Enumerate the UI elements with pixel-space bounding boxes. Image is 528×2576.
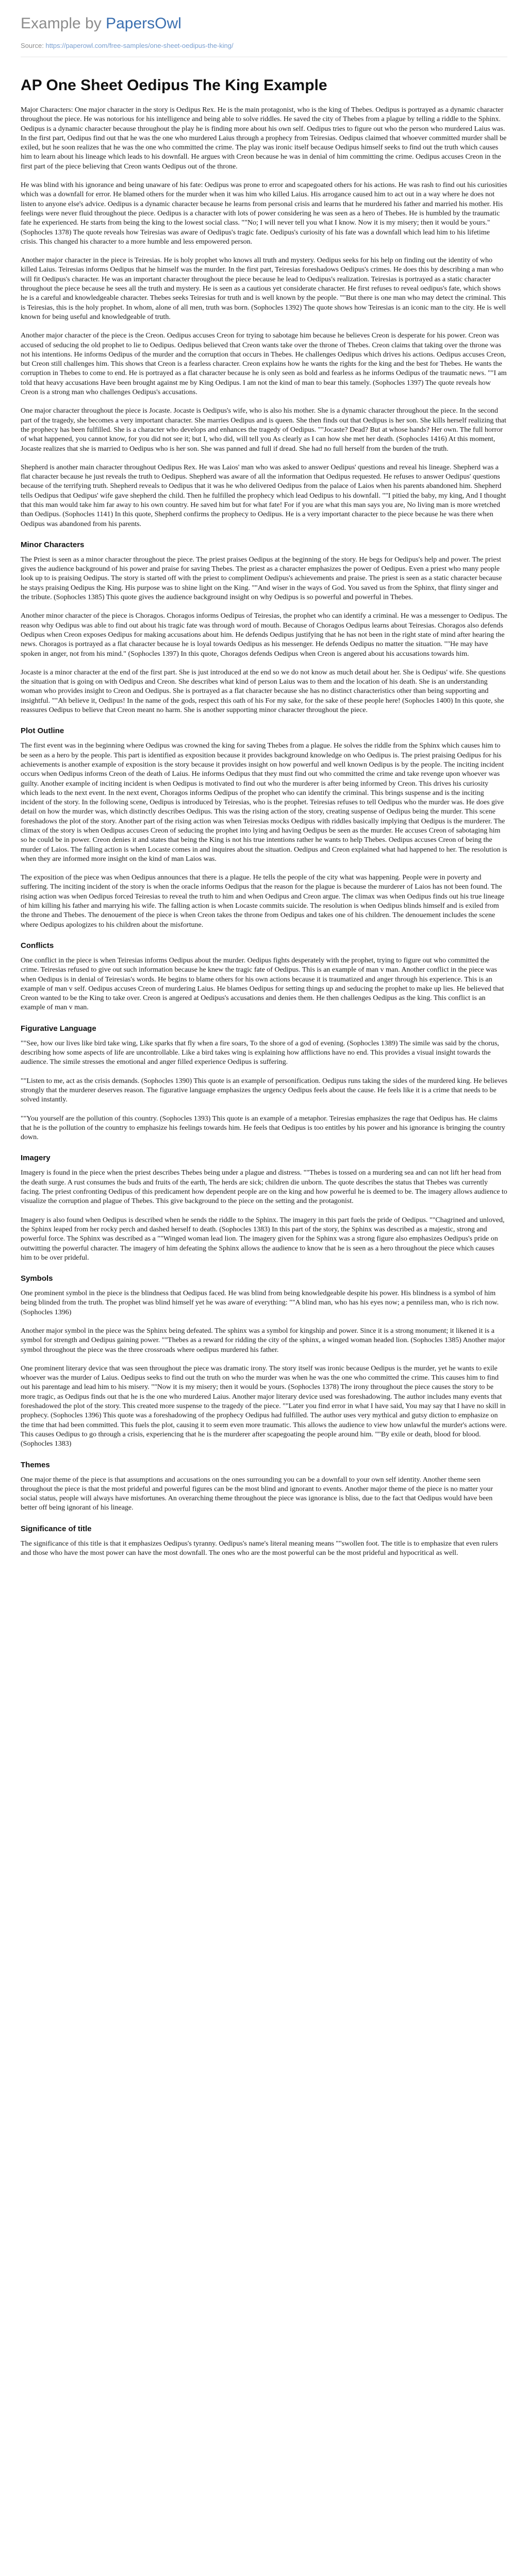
section-heading: Symbols	[21, 1274, 53, 1283]
document-section	[21, 540, 507, 715]
body-paragraph: One prominent symbol in the piece is the blindness that Oedipus faced. He was blind from being knowledgeable despite his power. His blindness is a symbol of him being blinded from the truth. The prophet was blind himself yet he was aware of everything: ""A blind man, who has his eyes now; a penniless man, who is rich now. (Sophocles 1396)	[21, 1290, 499, 1316]
document-title: AP One Sheet Oedipus The King Example	[21, 77, 327, 94]
source-link[interactable]: https://paperowl.com/free-samples/one-sheet-oedipus-the-king/	[45, 42, 234, 49]
document-section	[21, 1274, 507, 1449]
body-paragraph: ""Listen to me, act as the crisis demands. (Sophocles 1390) This quote is an example of personification. Oedipus runs taking the sides of the murdered king. He believes strongly that the murderer deserves reason. The figurative language emphasizes the urgency Oedipus feels about the cause. He feels like it is a crime that needs to be solved instantly.	[21, 1077, 507, 1104]
body-paragraph: Major Characters: One major character in the story is Oedipus Rex. He is the main protagonist, who is the king of Thebes. Oedipus is portrayed as a dynamic character throughout the piece. He was notorious for his intelligence and being able to solve riddles. He saved the city of Thebes from a plague by telling a riddle to the Sphinx. Oedipus is a dynamic character because throughout the play he is finding more about his own self. Oedipus tries to figure out who the person who murdered Laius was. In the first part, Oedipus find out that he was the one who murdered Laius through a prophecy from Teiresias. Oedipus claimed that whoever committed murder shall be exiled, but he soon realizes that he was the one who committed the crime. The play was ironic itself because Oedipus himself seeks to find out the truth which causes him to learn about his lineage which leads to his downfall. He argues with Creon because he was in denial of him committing the crime. Oedipus accuses Creon in the first part of the piece believing that Creon wants Oedipus out of the throne.	[21, 106, 507, 171]
body-paragraph: The significance of this title is that it emphasizes Oedipus's tyranny. Oedipus's name's literal meaning means ""swollen foot. The title is to emphasize that even rulers and those who have the most power can have the most downfall. The ones who are the most powerful can be the most prideful and hypocritical as well.	[21, 1539, 498, 1557]
body-paragraph: ""See, how our lives like bird take wing, Like sparks that fly when a fire soars, To the shore of a god of evening. (Sophocles 1389) The simile was said by the chorus, describing how some aspects of life are uncontrollable. Like a bird takes wing is explaining how afflictions have no end. This provides a visual insight towards the audience. The simile stresses the emotional and anger filled experience Oedipus is suffering.	[21, 1039, 499, 1066]
body-paragraph: Imagery is found in the piece when the priest describes Thebes being under a plague and distress. ""Thebes is tossed on a murdering sea and can not lift her head from the death surge. A rust consumes the buds and fruits of the earth, The herds are sick; children die unborn. The quote describes the status that Thebes was currently facing. The priest confronting Oedipus of this predicament how dependent people are on the king and how powerful he is deemed to be. The imagery allows audience to visualize the corruption and plague of Thebes. This give background to the piece on the setting and the protagonist.	[21, 1169, 507, 1206]
body-paragraph: ""You yourself are the pollution of this country. (Sophocles 1393) This quote is an example of a metaphor. Teiresias emphasizes the rage that Oedipus has. He claims that he is the pollution of the country to emphasize his feelings towards him. He feels that Oedipus is too entitles by his power and his ignorance is bringing the country down.	[21, 1114, 505, 1142]
section-heading: Plot Outline	[21, 726, 64, 736]
body-paragraph: One major theme of the piece is that assumptions and accusations on the ones surrounding you can be a downfall to your own self identity. Another theme seen throughout the piece is that the most prideful and powerful figures can be the most blind and ignorant to events. Another major theme of the piece is no matter your social status, people will always have misfortunes. An overarching theme throughout the piece was ignorance is bliss, due to the fact that Oedipus would have been better off being ignorant of his lineage.	[21, 1476, 493, 1512]
document-section	[21, 726, 507, 930]
source-label: Source:	[21, 42, 46, 49]
body-paragraph: Another major character of the piece is the Creon. Oedipus accuses Creon for trying to sabotage him because he believes Creon is desperate for his power. Creon was accused of seducing the old prophet to lie to Oedipus. Oedipus believed that Creon wants take over the throne of Thebes. Creon claims that taking over the throne was not his intentions. He informs Oedipus of the murder and the corruption that occurs in Thebes. He challenges Oedipus which drives his actions. Oedipus accuses Creon, but Creon still challenges him. This shows that Creon is a fearless character. Creon explains how he wants the rights for the king and the best for Thebes. He wants the corruption in Thebes to come to end. He is portrayed as a flat character because he is only seen as bold and fearless as he informs Oedipus of the traumatic news. ""I am told that heavy accusations Have been brought against me by King Oedipus. I am not the kind of man to bear this tamely. (Sophocles 1397) The quote reveals how Creon is a strong man who challenges Oedipus's accusations.	[21, 332, 507, 397]
body-paragraph: One major character throughout the piece is Jocaste. Jocaste is Oedipus's wife, who is also his mother. She is a dynamic character throughout the piece. In the second part of the tragedy, she becomes a very important character. She marries Oedipus and is queen. She then finds out that Oedipus is her son. She kills herself realizing that the prophecy has been fulfilled. She is a character who develops and enhances the tragedy of Oedipus. ""Jocaste? Dead? But at whose hands? Her own. The full horror of what happened, you cannot know, for you did not see it; but I, who did, will tell you As clearly as I can how she met her death. (Sophocles 1416) At this moment, Jocaste realizes that she is married to Oedipus who is her son. She was panned and full if dread. She had no full herself from the burden of the truth.	[21, 407, 506, 453]
document-section	[21, 1154, 507, 1263]
section-heading: Figurative Language	[21, 1024, 96, 1033]
document-section	[21, 1524, 507, 1558]
document-section	[21, 1461, 507, 1513]
body-paragraph: Another minor character of the piece is Choragos. Choragos informs Oedipus of Teiresias, the prophet who can identify a criminal. He was a messenger to Oedipus. The reason why Oedipus was able to find out about his tragic fate was through word of mouth. Because of Choragos Oedipus learns about Teiresias. Choragos also defends Oedipus when Creon exposes Oedipus for making accusations about him. He defends Oedipus justifying that he has not been in the right state of mind after hearing the news. Choragos is portrayed as a flat character because he is loyal towards Oedipus as his messenger. He defends Oedipus no matter the situation. ""He may have spoken in anger, not from his mind." (Sophocles 1397) In this quote, Choragos defends Oedipus when Creon is angered about his accusations towards him.	[21, 612, 508, 658]
document-body	[21, 106, 507, 1558]
body-paragraph: Jocaste is a minor character at the end of the first part. She is just introduced at the end so we do not know as much detail about her. She is Oedipus' wife. She questions the situation that is going on with Oedipus and Creon. She describes what kind of person Laius was to them and the location of his death. She is an understanding woman who provides insight to Creon and Oedipus. She is portrayed as a flat character because she has no distinct characteristics other than being supporting and insightful. ""Ah believe it, Oedipus! In the name of the gods, respect this oath of his For my sake, for the sake of these people here! (Sophocles 1400) In this quote, she reassures Oedipus to believe that Creon meant no harm. She is another supporting minor character throughout the piece.	[21, 668, 506, 715]
brand-prefix: Example by	[21, 15, 106, 32]
body-paragraph: The first event was in the beginning where Oedipus was crowned the king for saving Thebes from a plague. He solves the riddle from the Sphinx which causes him to be seen as a hero by the people. This part is identified as exposition because it provides background knowledge on who Oedipus is. The priest praising Oedipus for his achievements is another example of exposition is the story because it provides insight on how powerful and well known Oedipus is by the people. The inciting incident occurs when Oedipus informs Creon of the death of Laius. He informs Oedipus that they must find out who committed the crime and take revenge upon whoever was guilty. Another example of inciting incident is when Oedipus is motivated to find out who the murderer is after being informed by Creon. This drives his curiosity which leads to the next event. In the next event, Choragos informs Oedipus of the prophet who can identify the criminal. This brings suspense and is the inciting incident of the story. In the following scene, Oedipus is introduced by Teiresias, who is the prophet. Teiresias refuses to tell Oedipus who the murder was. He does give detail on how the murder was, which distinctly describes Oedipus. This was the rising action of the story, creating suspense of Oedipus being the murder. This scene foreshadows the plot of the story. Another part of the rising action was when Teiresias mocks Oedipus with riddles basically implying that Oedipus is the murderer. The climax of the story is when Oedipus accuses Creon of seducing the prophet into lying and having Oedipus be seen as the murder. He accuses Creon of sabotaging him so he could be in power. Creon denies it and states that being the King is not his true intentions rather he wants to help Thebes. Oedipus accuses Creon of being the murder of Laios. The falling action is when Locaste comes in and inquires about the situation. Oedipus and Creon explained what had happened to her. The resolution is when they are informed more insight on the kind of man Laios was.	[21, 742, 507, 863]
document-section	[21, 941, 507, 1013]
document-section	[21, 1024, 507, 1143]
document-section	[21, 106, 507, 529]
body-paragraph: The exposition of the piece was when Oedipus announces that there is a plague. He tells the people of the city what was happening. People were in poverty and suffering. The inciting incident of the story is when the oracle informs Oedipus that the reason for the plague is because the murderer of Laios has not been found. The rising action was when Oedipus forced Teiresias to reveal the truth to him and when Oedipus and Creon argue. The climax was when Oedipus finds out his true lineage of him killing his father and marrying his wife. The falling action is when Locaste commits suicide. The resolution is when Oedipus blinds himself and is exiled from the throne and Thebes. The denouement of the piece is when Creon takes the throne from Oedipus and takes one of his children. The denouement includes the scene where Oedipus apologizes to his children about the misfortune.	[21, 874, 504, 929]
brand-link[interactable]: PapersOwl	[106, 15, 182, 32]
section-heading: Themes	[21, 1460, 50, 1469]
body-paragraph: Shepherd is another main character throughout Oedipus Rex. He was Laios' man who was asked to answer Oedipus' questions and reveal his lineage. Shepherd was a flat character because he just reveals the truth to Oedipus. Shepherd was aware of all the information that Oedipus requested. He refuses to answer Oedipus' questions because of the terrifying truth. Shepherd reveals to Oedipus that it was he who delivered Oedipus from the palace of Laios when his parents abandoned him. Shepherd tells Oedipus that Oedipus' wife gave shepherd the child. Then he fulfilled the prophecy which lead Oedipus to his downfall. ""I pitied the baby, my king, And I thought that this man would take him far away to his own country. He saved him but for what fate! For if you are what this man says you are, No living man is more wretched than Oedipus. (Sophocles 1141) In this quote, Shepherd confirms the prophecy to Oedipus. He is a very important character to the piece because he was there when Oedipus was abandoned from his parents.	[21, 463, 506, 528]
brand-line	[21, 13, 507, 34]
section-heading: Minor Characters	[21, 540, 85, 549]
section-heading: Significance of title	[21, 1524, 92, 1533]
body-paragraph: Another major character in the piece is Teiresias. He is holy prophet who knows all truth and mystery. Oedipus seeks for his help on finding out the identity of who killed Laius. Teiresias informs Oedipus that he himself was the murder. In the first part, Teiresias foreshadows Oedipus's crimes. He does this by describing a man who will fit Oedipus's character. He was an important character throughout the piece because he lead to Oedipus's realization. Teiresias is portrayed as a static character throughout the piece because he sees all the truth and mystery. He is seen as a cautious yet considerate character. He first refuses to reveal oedipus's fate, which shows he is a careful and knowledgeable character. Thebes seeks Teiresias for truth and is well known by the people. ""But there is one man who may detect the criminal. This is Teiresias, this is the holy prophet. In whom, alone of all men, truth was born. (Sophocles 1392) The quote shows how Teiresias is an iconic man to the city. He is well known for being useful and knowledgeable of truth.	[21, 257, 506, 321]
body-paragraph: The Priest is seen as a minor character throughout the piece. The priest praises Oedipus at the beginning of the story. He begs for Oedipus's help and power. The priest gives the audience background of his power and praise for saving Thebes. The priest as a character emphasizes the power of Oedipus. Even a priest who many people look up to is praising Oedipus. The story is started off with the priest to compliment Oedipus's achievements and praise. The priest is seen as a static character because he stays praising Oedipus the King. His purpose was to shine light on the King. ""And wiser in the ways of God. You saved us from the Sphinx, that flinty singer and the tribute. (Sophocles 1385) This quote gives the audience background insight on why Oedipus is so powerful and powerful in Thebes.	[21, 555, 502, 602]
section-heading: Imagery	[21, 1154, 51, 1163]
source-line	[21, 41, 507, 50]
body-paragraph: One prominent literary device that was seen throughout the piece was dramatic irony. The story itself was ironic because Oedipus is the murder, yet he wants to exile whoever was the murder of Laius. Oedipus seeks to find out the truth on who the murder was when he was the one who committed the crime. This causes him to find out his parentage and lead him to his misery. ""Now it is my misery; then it would be yours. (Sophocles 1378) The irony throughout the piece causes the story to be more tragic, as Oedipus finds out that he is the one who murdered Laius. Another major literary device used was foreshadowing. The author includes many events that foreshadowed the plot of the story. This created more suspense to the tragedy of the piece. ""Later you find error in what I have said, You may say that I have no skill in prophecy. (Sophocles 1396) This quote was a foreshadowing of the prophecy Oedipus had fulfilled. The author uses very mythical and gutsy diction to emphasize on the time that had been committed. This fuels the plot, causing it to seem even more traumatic. This allows the audience to view how unlawful the murder's actions were. This causes Oedipus to go through a crisis, experiencing that he is the murderer after scapegoating the people around him. ""By exile or death, blood for blood. (Sophocles 1383)	[21, 1364, 507, 1448]
body-paragraph: He was blind with his ignorance and being unaware of his fate: Oedipus was prone to error and scapegoated others for his actions. He was rash to find out his curiosities which was a downfall for error. He blamed others for the murder when it was him who killed Laius. His arrogance caused him to act out in a way where he does not listen to anyone else's advice. Oedipus is a dynamic character because he learns from personal crisis and learns that he murdered his father and married his mother. His feelings were never fluid throughout the piece. Oedipus is a character with lots of power considering he was seen as a hero of Thebes. He is humbled by the traumatic fate he experienced. He starts from being the king to the lowest social class. ""No; I will never tell you what I know. Now it is my misery; then it would be yours." (Sophocles 1378) The quote reveals how Teiresias was aware of Oedipus's tragic fate. Oedipus's curiosity of his fate was a downfall which lead him to his lifetime crisis. This changed his character to a more humble and less empowered person.	[21, 181, 507, 246]
body-paragraph: Imagery is also found when Oedipus is described when he sends the riddle to the Sphinx. The imagery in this part fuels the pride of Oedipus. ""Chagrined and unloved, the Sphinx leaped from her rocky perch and dashed herself to death. (Sophocles 1383) In this part of the story, the Sphinx was described as a majestic, strong and powerful force. The Sphinx was described as a ""Winged woman lead lion. The imagery given for the Sphinx was a strong figure also emphasizes Oedipus's pride on outwitting the powerful character. The imagery of him defeating the Sphinx allows the audience to know that he is seen as a hero throughout the piece which causes him to be over prideful.	[21, 1216, 505, 1262]
section-heading: Conflicts	[21, 941, 54, 950]
body-paragraph: Another major symbol in the piece was the Sphinx being defeated. The sphinx was a symbol for kingship and power. Since it is a strong monument; it likened it is a symbol for strength and Oedipus gaining power. ""Thebes as a reward for ridding the city of the sphinx, a winged woman headed lion. (Sophocles 1385) Another major symbol throughout the piece was the three crossroads where oedipus murdered his father.	[21, 1327, 505, 1354]
site-header	[21, 0, 507, 57]
body-paragraph: One conflict in the piece is when Teiresias informs Oedipus about the murder. Oedipus fights desperately with the prophet, trying to figure out who committed the crime. Teiresias refused to give out such information because he knew the tragic fate of Oedipus. This is an example of man v man. Another conflict in the piece was when Oedipus is in denial of Teiresias's words. He begins to blame others for his own actions because it is traumatized and anger through his experience. This is an example of man v self. Oedipus accuses Creon of murdering Laius. He blames Oedipus for setting things up and seducing the prophet to make up lies. He believed that Creon wanted to be the King to take over. Creon is angered at Oedipus's accusations and denies them. He then challenges Oedipus as the king. This conflict is an example of man v man.	[21, 956, 504, 1012]
